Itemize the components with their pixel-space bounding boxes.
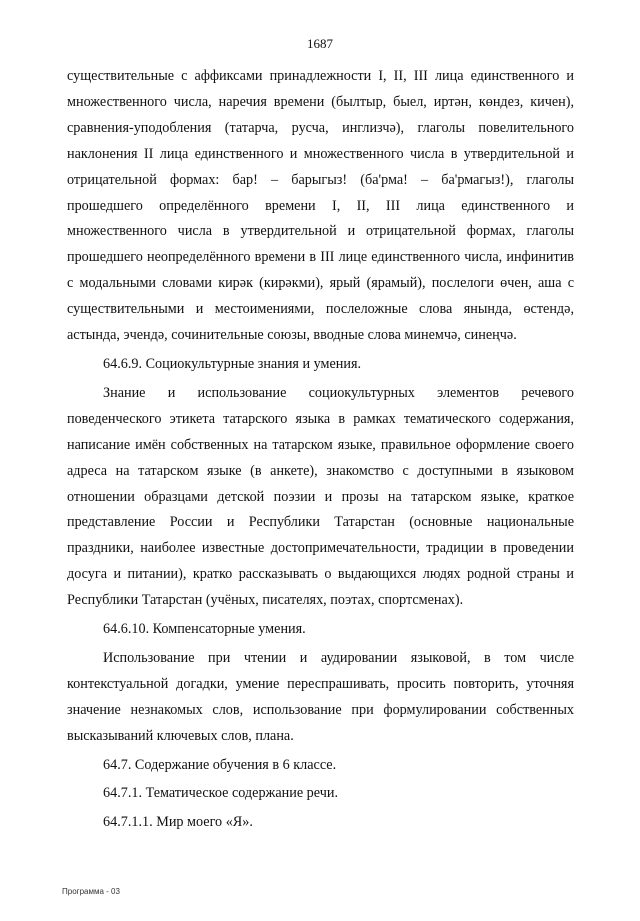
paragraph-compensatory: Использование при чтении и аудировании языковой, в том числе контекстуальной догадки, умение переспрашивать, просить повторить, уточняя значение незнакомых слов, использование при формулировании собственных высказываний ключевых слов, плана. [67,649,574,744]
paragraph-sociocultural: Знание и использование социокультурных элементов речевого поведенческого этикета татарского языка в рамках тематического содержания, написание имён собственных на татарском языке, правильное оформление своего адреса на татарском языке (в анкете), знакомство с доступными в языковом отношении образцами детской поэзии и прозы на татарском языке, краткое представление России и Республики Татарстан (основные национальные праздники, наиболее известные достопримечательности, традиции в проведении досуга и питании), кратко рассказывать о выдающихся людях родной страны и Республики Татарстан (учёных, писателях, поэтах, спортсменах). [67,384,574,609]
section-heading-64-6-10: 64.6.10. Компенсаторные умения. [103,621,306,638]
page-footer: Программа - 03 [62,887,120,896]
section-heading-64-7-1-1: 64.7.1.1. Мир моего «Я». [103,814,253,831]
page-number: 1687 [307,36,333,51]
paragraph-grammar-list: существительные с аффиксами принадлежности I, II, III лица единственного и множественного числа, наречия времени (былтыр, быел, иртән, көндез, кичен), сравнения-уподобления (татарча, русча, инглизчә), глаголы повелительного наклонения II лица единственного и множественного числа в утвердительной и отрицательной формах: бар! – барыгыз! (ба'рма! – ба'рмагыз!), глаголы прошедшего определённого времени I, II, III лица единственного и множественного числа в утвердительной и отрицательной формах, глаголы прошедшего неопределённого времени в III лице единственного числа, инфинитив с модальными словами кирәк (кирәкми), ярый (ярамый), послелоги өчен, аша с существительными и местоимениями, послеложные слова янында, өстендә, астында, эчендә, сочинительные союзы, вводные слова минемчә, синеңчә. [67,68,574,344]
document-body [67,64,574,839]
section-heading-64-6-9: 64.6.9. Социокультурные знания и умения. [103,355,362,372]
section-heading-64-7-1: 64.7.1. Тематическое содержание речи. [103,785,338,802]
section-heading-64-7: 64.7. Содержание обучения в 6 классе. [103,756,337,773]
